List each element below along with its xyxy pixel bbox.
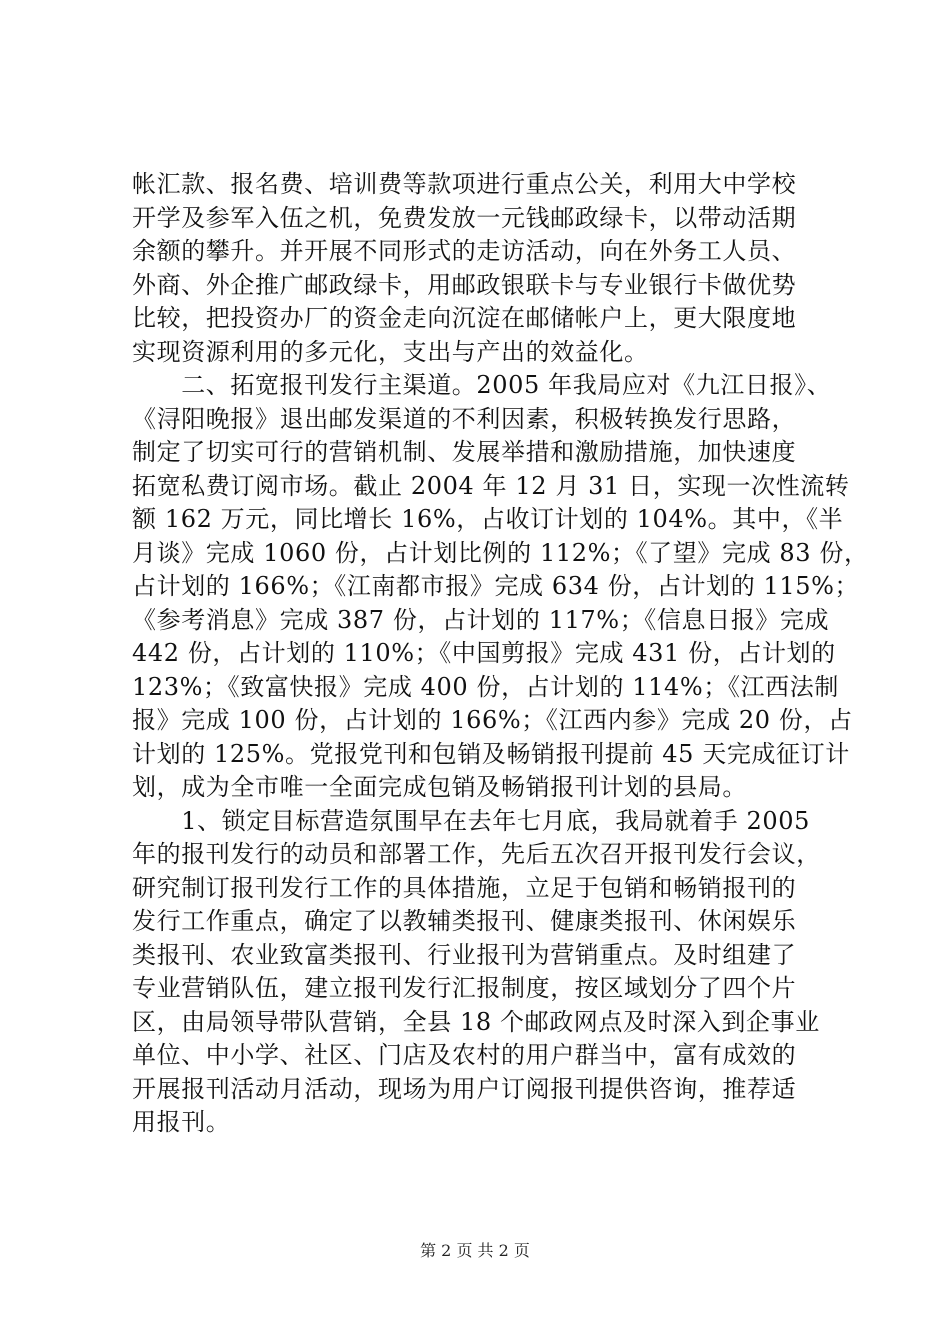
- text-line: 《浔阳晚报》退出邮发渠道的不利因素，积极转换发行思路，: [132, 404, 797, 433]
- text-line: 发行工作重点，确定了以教辅类报刊、健康类报刊、休闲娱乐: [132, 907, 797, 935]
- text-line: 1、锁定目标营造氛围早在去年七月底，我局就着手 2005: [132, 806, 810, 835]
- text-line: 《参考消息》完成 387 份，占计划的 117%；《信息日报》完成: [132, 605, 830, 634]
- document-body: [132, 168, 869, 1140]
- text-line: 报》完成 100 份，占计划的 166%；《江西内参》完成 20 份，占: [132, 706, 853, 734]
- text-line: 区，由局领导带队营销，全县 18 个邮政网点及时深入到企事业: [132, 1007, 820, 1036]
- text-line: 制定了切实可行的营销机制、发展举措和激励措施，加快速度: [132, 438, 797, 466]
- text-line: 类报刊、农业致富类报刊、行业报刊为营销重点。及时组建了: [132, 940, 797, 969]
- text-line: 专业营销队伍，建立报刊发行汇报制度，按区域划分了四个片: [132, 974, 797, 1002]
- text-line: 额 162 万元，同比增长 16%，占收订计划的 104%。其中，《半: [132, 505, 844, 533]
- text-line: 442 份，占计划的 110%；《中国剪报》完成 431 份，占计划的: [132, 639, 836, 667]
- text-line: 比较，把投资办厂的资金走向沉淀在邮储帐户上，更大限度地: [132, 304, 797, 332]
- text-line: 计划的 125%。党报党刊和包销及畅销报刊提前 45 天完成征订计: [132, 739, 850, 768]
- text-line: 开展报刊活动月活动，现场为用户订阅报刊提供咨询，推荐适: [132, 1074, 797, 1103]
- text-line: 实现资源利用的多元化，支出与产出的效益化。: [132, 337, 649, 366]
- text-line: 月谈》完成 1060 份，占计划比例的 112%；《了望》完成 83 份，: [132, 538, 869, 567]
- text-line: 余额的攀升。并开展不同形式的走访活动，向在外务工人员、: [132, 237, 797, 265]
- text-line: 占计划的 166%；《江南都市报》完成 634 份，占计划的 115%；: [132, 572, 860, 600]
- text-line: 划，成为全市唯一全面完成包销及畅销报刊计划的县局。: [132, 773, 747, 801]
- text-line: 研究制订报刊发行工作的具体措施，立足于包销和畅销报刊的: [132, 873, 797, 902]
- text-line: 用报刊。: [132, 1108, 231, 1136]
- text-line: 年的报刊发行的动员和部署工作，先后五次召开报刊发行会议，: [132, 840, 821, 868]
- text-line: 外商、外企推广邮政绿卡，用邮政银联卡与专业银行卡做优势: [132, 270, 797, 299]
- text-line: 拓宽私费订阅市场。截止 2004 年 12 月 31 日，实现一次性流转: [132, 471, 850, 500]
- page-number-footer: 第 2 页 共 2 页: [420, 1241, 530, 1260]
- text-line: 帐汇款、报名费、培训费等款项进行重点公关，利用大中学校: [132, 170, 797, 198]
- text-line: 开学及参军入伍之机，免费发放一元钱邮政绿卡，以带动活期: [132, 203, 797, 232]
- text-line: 二、拓宽报刊发行主渠道。2005 年我局应对《九江日报》、: [132, 371, 832, 399]
- text-line: 123%；《致富快报》完成 400 份，占计划的 114%；《江西法制: [132, 672, 839, 701]
- text-line: 单位、中小学、社区、门店及农村的用户群当中，富有成效的: [132, 1041, 797, 1069]
